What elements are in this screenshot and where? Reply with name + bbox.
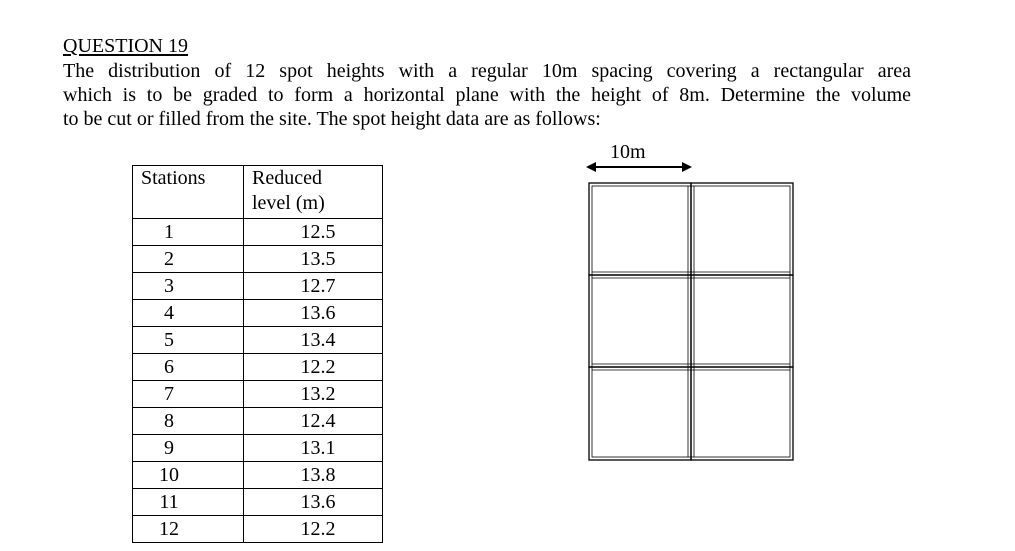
table-row	[133, 273, 383, 300]
grid-cell	[691, 183, 793, 275]
table-header-row	[133, 166, 383, 219]
header-reduced-level-line-1: Reduced	[252, 167, 322, 189]
table-row	[133, 462, 383, 489]
table-row	[133, 246, 383, 273]
grid-cell	[589, 275, 691, 367]
table-row	[133, 435, 383, 462]
station-cell: 1	[133, 219, 244, 246]
station-cell: 4	[133, 300, 244, 327]
reduced-level-cell: 13.4	[244, 327, 383, 354]
table-row	[133, 516, 383, 543]
reduced-level-cell: 13.5	[244, 246, 383, 273]
reduced-level-cell: 12.4	[244, 408, 383, 435]
reduced-level-cell: 13.8	[244, 462, 383, 489]
reduced-level-cell: 13.6	[244, 300, 383, 327]
station-cell: 11	[133, 489, 244, 516]
station-cell: 9	[133, 435, 244, 462]
grid-cell	[691, 275, 793, 367]
station-cell: 6	[133, 354, 244, 381]
table-row	[133, 381, 383, 408]
question-line-3: to be cut or filled from the site. The spot height data are as follows:	[63, 108, 601, 130]
reduced-level-cell: 12.2	[244, 516, 383, 543]
grid-cell	[691, 367, 793, 460]
question-line-1: The distribution of 12 spot heights with a regular 10m spacing covering a rectangular area	[63, 60, 911, 82]
station-cell: 2	[133, 246, 244, 273]
reduced-level-cell: 13.2	[244, 381, 383, 408]
grid-cell	[589, 367, 691, 460]
reduced-level-cell: 12.7	[244, 273, 383, 300]
table-row	[133, 489, 383, 516]
site-grid-diagram	[588, 182, 794, 461]
question-heading: QUESTION 19	[63, 35, 188, 57]
station-cell: 8	[133, 408, 244, 435]
grid-cell	[589, 183, 691, 275]
station-cell: 5	[133, 327, 244, 354]
question-text	[63, 59, 923, 131]
reduced-level-cell: 13.1	[244, 435, 383, 462]
station-cell: 7	[133, 381, 244, 408]
table-row	[133, 327, 383, 354]
reduced-level-cell: 12.5	[244, 219, 383, 246]
question-line-2: which is to be graded to form a horizontal plane with the height of 8m. Determine the volume	[63, 84, 911, 106]
reduced-level-cell: 13.6	[244, 489, 383, 516]
station-cell: 3	[133, 273, 244, 300]
header-stations: Stations	[133, 166, 244, 219]
table-row	[133, 408, 383, 435]
table-row	[133, 300, 383, 327]
table-row	[133, 219, 383, 246]
double-arrow-icon	[586, 160, 692, 174]
header-reduced-level	[244, 166, 383, 219]
spacing-dimension	[586, 138, 692, 178]
station-cell: 12	[133, 516, 244, 543]
spacing-label: 10m	[610, 141, 646, 163]
station-cell: 10	[133, 462, 244, 489]
table-row	[133, 354, 383, 381]
header-reduced-level-line-2: level (m)	[252, 192, 325, 214]
reduced-level-cell: 12.2	[244, 354, 383, 381]
spot-height-table	[132, 165, 383, 543]
